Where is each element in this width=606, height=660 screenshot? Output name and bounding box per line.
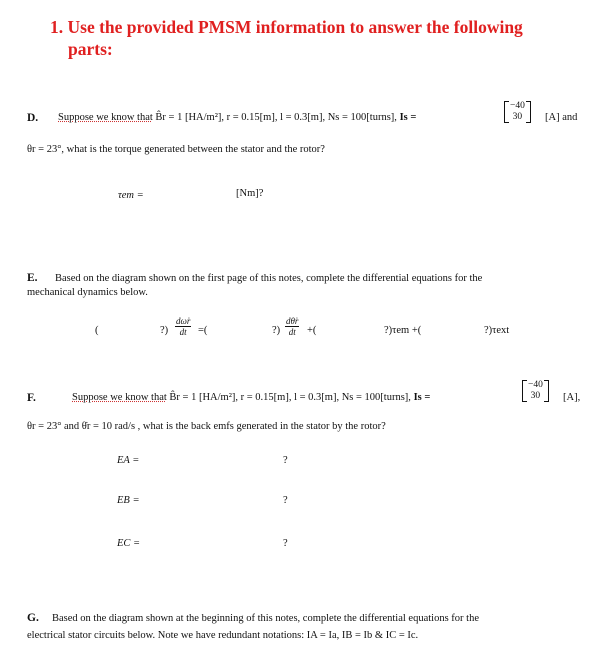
part-d-vector-top: −40 [510,101,525,111]
part-d-given-r: r = 0.15[m], [226,112,278,123]
part-e-label: E. [27,272,38,284]
part-f-answer-b-value: ? [283,495,288,506]
part-e-frac2 [285,316,299,337]
part-f-given-b: B̂r = 1 [HA/m²], [169,392,238,403]
part-e-frac1-den: dt [179,327,187,337]
part-f-is-label: Is = [413,392,431,403]
part-e-eq-plus1: +( [307,325,317,336]
part-f-line1 [72,391,430,405]
part-e-eq-q3: ?)τem +( [384,325,422,336]
part-f-intro: Suppose we know that [72,392,167,403]
part-g-line1: Based on the diagram shown at the beginning of this notes, complete the differential equations for the [52,613,479,624]
part-e-frac1-num: dω̇r [176,316,191,326]
part-d-given-ns: Ns = 100[turns], [327,112,397,123]
part-f-vector-bottom: 30 [530,391,541,401]
part-d-given-b: B̂r = 1 [HA/m²], [155,112,224,123]
part-e-frac2-den: dt [288,327,296,337]
part-f-is-vector [520,380,551,402]
part-e-eq-open: ( [95,325,99,336]
part-f-vector-top: −40 [528,380,543,390]
part-g-label: G. [27,612,39,624]
part-e-eq-eq: =( [198,325,208,336]
part-e-frac2-num: dθ̇r [286,316,299,326]
part-e-eq-q2: ?) [272,325,281,336]
part-g-line2: electrical stator circuits below. Note we have redundant notations: IA = Ia, IB = Ib & IC = Ic. [27,630,419,641]
part-d-label: D. [27,112,39,124]
part-e-eq-q1: ?) [160,325,169,336]
part-f-given-ns: Ns = 100[turns], [341,392,411,403]
part-f-answer-a-value: ? [283,455,288,466]
part-d-vector-bottom: 30 [512,112,523,122]
part-d-line2: θr = 23°, what is the torque generated between the stator and the rotor? [27,144,325,155]
part-d-units: [A] and [545,112,578,123]
part-d-is-vector [502,101,533,123]
part-f-answer-b-label: EB = [117,495,140,506]
part-f-label: F. [27,392,36,404]
question-title-line1: 1. Use the provided PMSM information to answer the following [50,17,523,37]
part-e-line1: Based on the diagram shown on the first page of this notes, complete the differential equations for the [55,273,483,284]
part-e-line2: mechanical dynamics below. [27,287,148,298]
part-f-given-l: l = 0.3[m], [294,392,340,403]
part-d-given-l: l = 0.3[m], [280,112,326,123]
part-f-line2: θr = 23° and θ̇r = 10 rad/s , what is the back emfs generated in the stator by the rotor? [27,421,386,432]
part-d-line1 [58,111,416,125]
part-f-units: [A], [563,392,581,403]
part-f-answer-a-label: EA = [117,455,140,466]
question-title-line2: parts: [68,39,113,59]
part-e-frac1 [175,316,191,337]
part-d-answer-label: τem = [118,190,144,201]
part-f-given-r: r = 0.15[m], [240,392,292,403]
part-e-eq-q4: ?)τext [484,325,510,336]
part-d-is-label: Is = [399,112,417,123]
part-f-answer-c-value: ? [283,538,288,549]
part-d-intro: Suppose we know that [58,112,153,123]
part-f-answer-c-label: EC = [117,538,141,549]
part-d-answer-unit: [Nm]? [236,188,264,199]
